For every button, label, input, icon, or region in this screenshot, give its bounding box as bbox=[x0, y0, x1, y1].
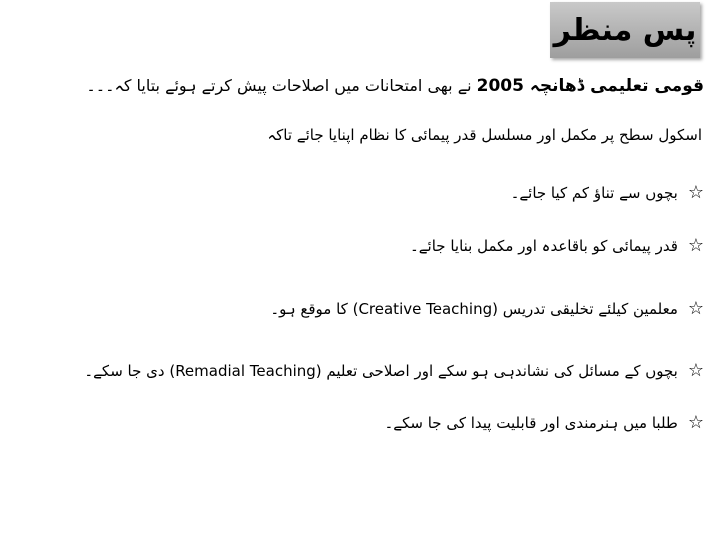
bullet-text: بچوں سے تناؤ کم کیا جائے۔ bbox=[510, 183, 678, 202]
bullet-item bbox=[410, 237, 704, 255]
sub-line: اسکول سطح پر مکمل اور مسلسل قدر پیمائی کا نظام اپنایا جائے تاکہ bbox=[267, 126, 702, 144]
star-outline-icon: ☆ bbox=[687, 298, 704, 319]
star-outline-icon: ☆ bbox=[687, 182, 704, 203]
intro-line bbox=[86, 78, 704, 95]
slide-title: پس منظر bbox=[553, 12, 697, 48]
bullet-item bbox=[511, 184, 704, 202]
bullet-text: قدر پیمائی کو باقاعدہ اور مکمل بنایا جائے۔ bbox=[409, 236, 678, 255]
star-outline-icon: ☆ bbox=[687, 235, 704, 256]
bullet-text: طلبا میں ہنرمندی اور قابلیت پیدا کی جا سکے۔ bbox=[384, 413, 678, 432]
intro-rest-text: نے بھی امتحانات میں اصلاحات پیش کرتے ہوئے بتایا کہ۔۔۔ bbox=[86, 76, 477, 95]
title-banner bbox=[550, 2, 700, 58]
star-outline-icon: ☆ bbox=[687, 412, 704, 433]
bullet-item bbox=[84, 362, 704, 380]
bullet-item bbox=[385, 414, 704, 432]
bullet-text: بچوں کے مسائل کی نشاندہی ہو سکے اور اصلاحی تعلیم (Remadial Teaching) دی جا سکے۔ bbox=[84, 361, 678, 380]
intro-bold-text: قومی تعلیمی ڈھانچہ 2005 bbox=[476, 76, 704, 96]
bullet-text: معلمین کیلئے تخلیقی تدریس (Creative Teaching) کا موقع ہو۔ bbox=[270, 299, 678, 318]
bullet-item bbox=[270, 300, 704, 318]
star-outline-icon: ☆ bbox=[687, 360, 704, 381]
